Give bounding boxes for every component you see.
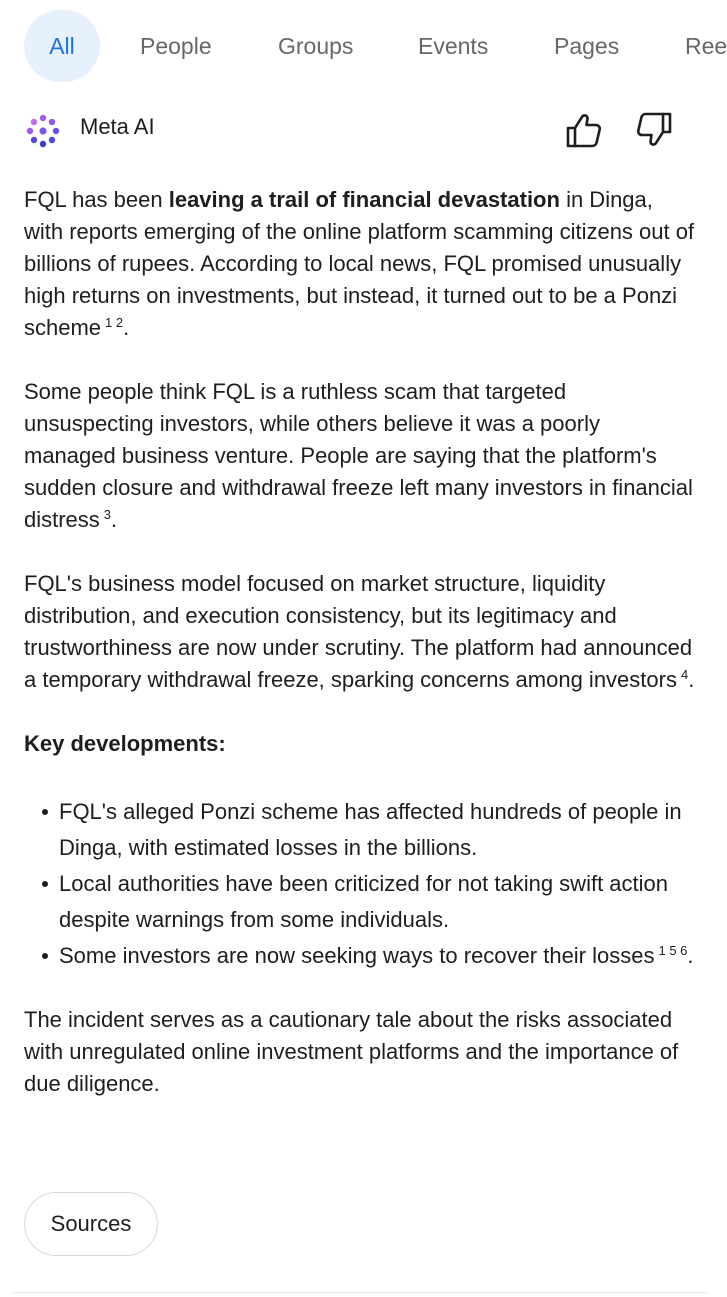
tab-people[interactable]: People: [140, 33, 212, 59]
emphasis-text: leaving a trail of financial devastation: [168, 187, 560, 212]
list-item: Some investors are now seeking ways to recover their losses $^{1 5 6}$.: [24, 938, 696, 974]
meta-ai-dots-icon: [26, 114, 60, 148]
ai-answer: [24, 184, 696, 1132]
tab-groups[interactable]: Groups: [278, 33, 354, 59]
tab-events[interactable]: Events: [418, 33, 489, 59]
answer-paragraph: FQL has been leaving a trail of financial devastation in Dinga, with reports emerging of the online platform scamming citizens out of billions of rupees. According to local news, FQL promised unusually high returns on investments, but instead, it turned out to be a Ponzi scheme $^{1 2}$.: [24, 187, 695, 340]
thumbs-up-icon[interactable]: [562, 108, 606, 152]
assistant-header: [24, 108, 696, 152]
tab-pages[interactable]: Pages: [554, 33, 620, 59]
answer-paragraph: The incident serves as a cautionary tale about the risks associated with unregulated online investment platforms and the importance of due diligence.: [24, 1007, 679, 1096]
answer-paragraph: Some people think FQL is a ruthless scam that targeted unsuspecting investors, while others believe it was a poorly managed business venture. People are saying that the platform's sudden closure and withdrawal freeze left many investors in financial distress $^3$.: [24, 379, 693, 532]
list-item: FQL's alleged Ponzi scheme has affected hundreds of people in Dinga, with estimated losses in the billions.: [24, 794, 696, 866]
key-developments-heading: Key developments:: [24, 731, 226, 756]
citation-marker[interactable]: 4: [680, 667, 689, 682]
assistant-name: Meta AI: [80, 114, 155, 139]
citation-marker[interactable]: 3: [103, 507, 112, 522]
bottom-sheet-edge: [10, 1292, 710, 1297]
search-filter-tabs: [0, 10, 727, 82]
key-developments-list: [24, 794, 696, 974]
list-item: Local authorities have been criticized for not taking swift action despite warnings from some individuals.: [24, 866, 696, 938]
citation-marker[interactable]: 1 5 6: [658, 943, 688, 958]
sources-button[interactable]: Sources: [24, 1192, 158, 1256]
thumbs-down-icon[interactable]: [632, 108, 676, 152]
answer-paragraph: FQL's business model focused on market structure, liquidity distribution, and execution consistency, but its legitimacy and trustworthiness are now under scrutiny. The platform had announced a temporary withdrawal freeze, sparking concerns among investors $^4$.: [24, 571, 695, 692]
citation-marker[interactable]: 1 2: [105, 315, 124, 330]
tab-reels[interactable]: Ree: [685, 33, 727, 59]
tab-all[interactable]: All: [24, 10, 100, 82]
